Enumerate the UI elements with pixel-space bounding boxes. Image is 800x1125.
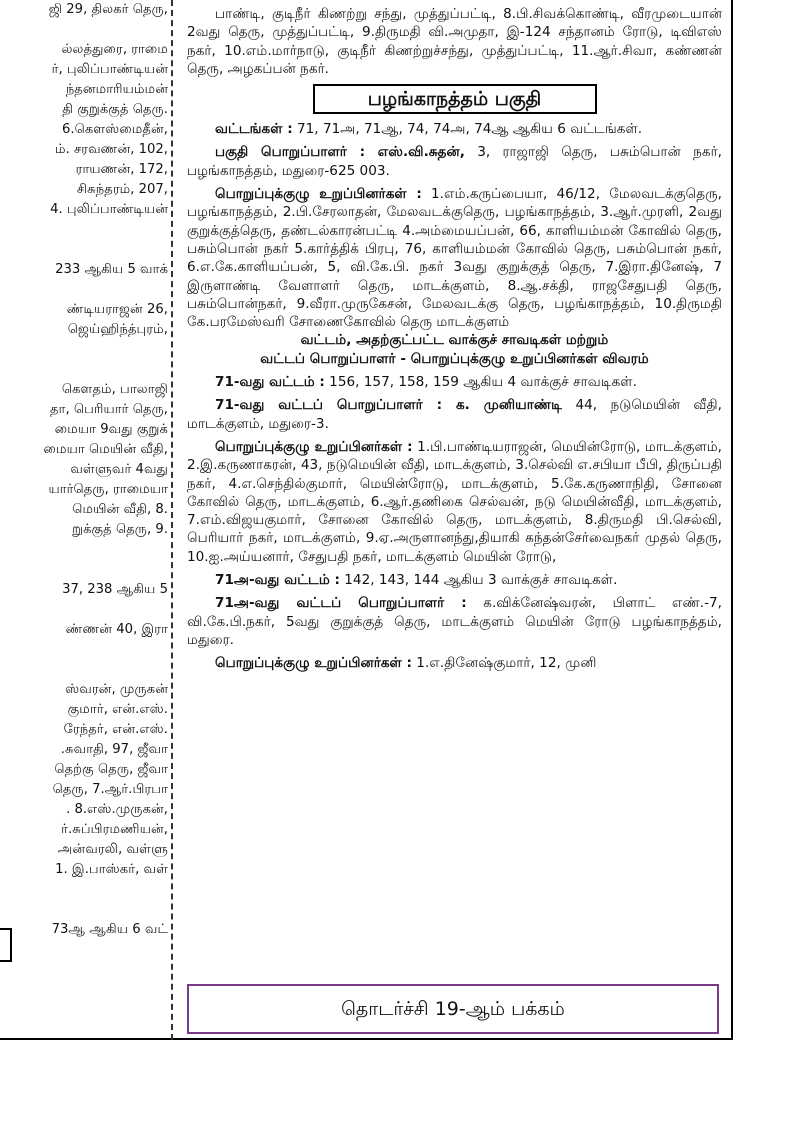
ward71a-incharge-label: 71அ-வது வட்டப் பொறுப்பாளர் : [215,595,467,612]
left-column-line: வள்ளுவர் 4வது [70,462,168,477]
ward71-paragraph [187,373,722,391]
left-column-line: ம். சரவணன், 102, [54,142,168,157]
left-column-line: ரேந்தர், என்.எஸ். [63,722,168,737]
left-column-line: ண்டியராஜன் 26, [66,302,168,317]
ward71-members-text: 1.பி.பாண்டியராஜன், மெயின்ரோடு, மாடக்குளம், 2.இ.கருணாகரன், 43, நடுமெயின் வீதி, மாடக்குளம், 3.செல்வி எ.சபியா பீபி, திருப்பதி நகர், 4.எ.செந்தில்குமார், மெயின்ரோடு, மாடக்குளம், 5.கே.கருணாநிதி, சோனை கோவில் தெரு, மாடக்குளம், 6.ஆர்.தணிகை செல்வன், நடு மெயின்வீதி, மாடக்குளம், 7.எம்.விஜயகுமார், சோனை கோவில் தெரு, மாடக்குளம், 8.திருமதி பி.செல்வி, பெரியார் நகர், மாடக்குளம், 9.ஏ.அருளானந்து,தியாகி கந்தன்சேர்வைநகர் முதல் தெரு, 10.ஐ.அய்யனார், சேதுபதி நகர், மாடக்குளம் மெயின் ரோடு, [187,438,722,565]
left-column-line [0,900,168,920]
left-column-line: சிசுந்தரம், 207, [76,182,168,197]
incharge-label: பகுதி பொறுப்பாளர் : எஸ்.வி.சுதன், [215,144,465,161]
left-column-line: ல்லத்துரை, ராமை [61,42,168,57]
ward71a-incharge-paragraph [187,594,722,649]
left-column-line: அன்வரலி, வள்ளு [57,842,168,857]
left-column-line: ண்ணன் 40, இரா [65,622,168,637]
incharge-paragraph [187,143,722,180]
left-column-line: . 8.எஸ்.முருகன், [66,802,168,817]
sub-heading-1: வட்டம், அதற்குட்பட்ட வாக்குச் சாவடிகள் மற்றும் [300,332,609,349]
left-column-line: 73ஆ ஆகிய 6 வட் [51,922,168,937]
left-column-line: தி குறுக்குத் தெரு. [62,102,168,117]
left-column-line [0,540,168,560]
left-column-line: .சுவாதி, 97, ஜீவா [60,742,168,757]
members-text: 1.எம்.கருப்பையா, 46/12, மேலவடக்குதெரு, பழங்காநத்தம், 2.பி.சேரலாதன், மேலவடக்குதெரு, பழங்காநத்தம், 3.ஆர்.முரளி, 2வது குறுக்குத்தெரு, தண்டல்காரன்பட்டி 4.அம்மையப்பன், 66, காளியம்மன் கோவில் தெரு, பசும்பொன் நகர் 5.கார்த்திக் பிரபு, 76, காளியம்மன் கோவில் தெரு, பசும்பொன் நகர், 6.எ.கே.காளியப்பன், 5, வி.கே.பி. நகர் 3வது குறுக்குத் தெரு, 7.இரா.தினேஷ், 7 இருளாண்டி வேளாளர் தெரு, மாடக்குளம், 8.ஆ.சக்தி, ராஜசேதுபதி தெரு, பசும்பொன்நகர், 9.வீரா.முருகேசன், மேலவடக்கு தெரு, பழங்காநத்தம், 10.திருமதி கே.பரமேஸ்வரி சோணைகோவில் தெரு மாடக்குளம் [187,186,722,331]
left-column-line: ர், புலிப்பாண்டியன் [51,62,168,77]
intro-paragraph: பாண்டி, குடிநீர் கிணற்று சந்து, முத்துப்பட்டி, 8.பி.சிவக்கொண்டி, வீரமுடையான் 2வது தெரு, முத்துப்பட்டி, 9.திருமதி வி.அமுதா, இ-124 சந்தானம் ரோடு, டிவிஎஸ் நகர், 10.எம்.மார்நாடு, குடிநீர் கிணற்றுச்சந்து, முத்துப்பட்டி, 11.ஆர்.சிவா, கண்ணன் தெரு, அழகப்பன் நகர். [187,6,722,77]
column-separator [171,0,173,1040]
ward71-label: 71-வது வட்டம் : [215,374,325,391]
left-column-line: ஸ்வரன், முருகன் [65,682,168,697]
left-column-line [0,360,168,380]
left-column-line: மையா மெயின் வீதி, [43,442,168,457]
section-title: பழங்காநத்தம் பகுதி [313,84,597,114]
left-column-line [0,640,168,660]
ward71a-members-paragraph [187,654,722,672]
ward71a-text: 142, 143, 144 ஆகிய 3 வாக்குச் சாவடிகள். [339,572,618,589]
incharge-text: 3, ராஜாஜி தெரு, பசும்பொன் நகர், பழங்காநத்தம், மதுரை-625 003. [187,144,722,179]
ward71a-incharge-text: க.விக்னேஷ்வரன், பிளாட் எண்.-7, வி.கே.பி.நகர், 5வது குறுக்குத் தெரு, மாடக்குளம் மெயின் ரோடு பழங்காநத்தம், மதுரை. [187,595,722,648]
left-column-clipped-text [0,0,168,1040]
left-column-line: 4. புலிப்பாண்டியன் [50,202,168,217]
left-column-line: 233 ஆகிய 5 வாக் [55,262,168,277]
left-column-line: தெற்கு தெரு, ஜீவா [54,762,168,777]
left-column-line: தா, பெரியார் தெரு, [50,402,168,417]
left-column-line: தெரு, 7.ஆர்.பிரபா [52,782,168,797]
left-column-line [0,220,168,240]
left-section-box-edge [0,928,12,962]
wards-paragraph [187,120,722,138]
ward71-text: 156, 157, 158, 159 ஆகிய 4 வாக்குச் சாவடிகள். [324,374,637,391]
left-column-line: ராயணன், 172, [75,162,168,177]
ward71-incharge-label: 71-வது வட்டப் பொறுப்பாளர் : க. முனியாண்டி [215,397,562,414]
ward71-members-label: பொறுப்புக்குழு உறுப்பினர்கள் : [215,438,413,455]
left-column-line: ஜி 29, திலகர் தெரு, [48,2,168,17]
left-column-line: கௌதம், பாலாஜி [61,382,168,397]
left-column-line: றுக்குத் தெரு, 9. [72,522,168,537]
sub-heading-2: வட்டப் பொறுப்பாளர் - பொறுப்புக்குழு உறுப்பினர்கள் விவரம் [260,350,649,367]
left-column-line [0,20,168,40]
right-column [187,0,722,673]
left-column-line: 6.கௌஸ்மைதீன், [61,122,168,137]
wards-text: 71, 71அ, 71ஆ, 74, 74அ, 74ஆ ஆகிய 6 வட்டங்கள். [292,121,643,138]
left-column-line: மெயின் வீதி, 8. [72,502,168,517]
left-column-line: குமார், என்.எஸ். [67,702,168,717]
left-column-line: 37, 238 ஆகிய 5 [62,582,168,597]
left-column-line [0,880,168,900]
ward71a-members-text: 1.எ.தினேஷ்குமார், 12, முனி [411,655,597,672]
left-column-line [0,240,168,260]
left-column-line: ர்.சுப்பிரமணியன், [61,822,168,837]
left-column-line [0,280,168,300]
ward71a-label: 71அ-வது வட்டம் : [215,572,340,589]
left-column-line: 1. இ.பாஸ்கர், வள் [55,862,168,877]
continuation-box: தொடர்ச்சி 19-ஆம் பக்கம் [187,984,719,1034]
ward71-incharge-text: 44, நடுமெயின் வீதி, மாடக்குளம், மதுரை-3. [187,397,722,432]
ward71-members-paragraph [187,438,722,566]
members-label: பொறுப்புக்குழு உறுப்பினர்கள் : [215,186,422,203]
left-column-line [0,340,168,360]
ward71a-members-label: பொறுப்புக்குழு உறுப்பினர்கள் : [215,655,412,672]
left-column-line: மையா 9வது குறுக் [54,422,168,437]
left-column-line: ந்தனமாரியம்மன் [65,82,168,97]
left-column-line [0,560,168,580]
left-column-line [0,600,168,620]
members-paragraph [187,185,722,331]
ward71-incharge-paragraph [187,396,722,433]
left-column-line [0,660,168,680]
left-column-line: யார்தெரு, ராமையா [48,482,168,497]
left-column-line: ஜெய்ஹிந்த்புரம், [67,322,168,337]
ward71a-paragraph [187,571,722,589]
wards-label: வட்டங்கள் : [215,121,293,138]
